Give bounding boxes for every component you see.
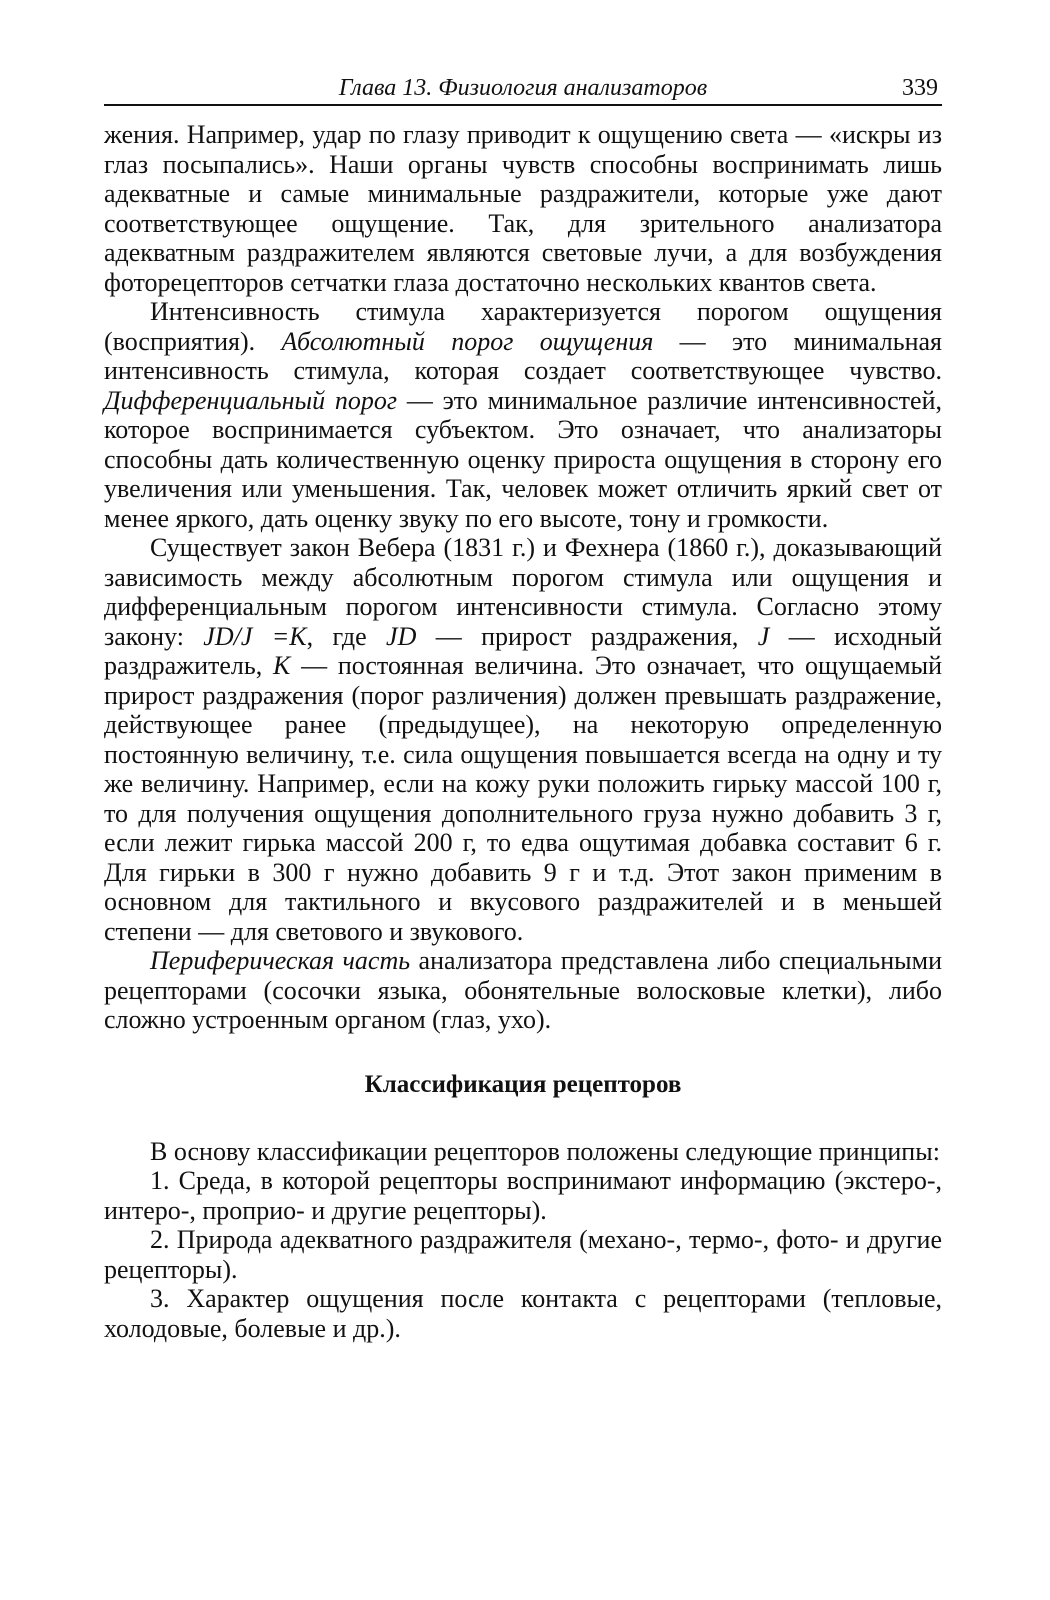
paragraph-3-c: — исходный раздражитель,: [104, 621, 942, 680]
term-absolute-threshold: Абсолютный порог ощущения: [281, 326, 654, 356]
paragraph-2-start: Интенсивность стимула характеризуется порогом ощущения (восприятия).: [104, 297, 942, 356]
term-differential-threshold: Дифференциальный порог: [104, 385, 398, 415]
paragraph-2-middle: — это минимальная интенсивность стимула, которая создает соответствующее чувство.: [104, 326, 942, 385]
book-page: [104, 66, 942, 1343]
list-item: 2. Природа адекватного раздражителя (механо-, термо-, фото- и другие рецепторы).: [104, 1225, 942, 1284]
symbol-j: J: [757, 621, 770, 651]
paragraph-2-end: — это минимальное различие интенсивностей, которое воспринимается субъектом. Это означает, что анализаторы способны дать количественную оценку прироста ощущения в сторону его увеличения или уменьшения. Так, человек может отличить яркий свет от менее яркого, дать оценку звуку по его высоте, тону и громкости.: [104, 385, 942, 533]
section-heading: Классификация рецепторов: [364, 1070, 682, 1098]
symbol-jd: JD: [386, 621, 417, 651]
term-peripheral-part: Периферическая часть: [150, 946, 411, 975]
paragraph-3-end: — постоянная величина. Это означает, что ощущаемый прирост раздражения (порог различения) должен превышать раздражение, действующее ранее (предыдущее), на некоторую определенную постоянную величину, т.е. сила ощущения повышается всегда на одну и ту же величину. Например, если на кожу руки положить гирьку массой 100 г, то для получения ощущения дополнительного груза нужно добавить 3 г, если лежит гирька массой 200 г, то едва ощутимая добавка составит 6 г. Для гирьки в 300 г нужно добавить 9 г и т.д. Этот закон применим в основном для тактильного и вкусового раздражителей и в меньшей степени — для светового и звукового.: [104, 651, 942, 946]
paragraph-3-a: , где: [306, 621, 387, 651]
paragraph-1-text: жения. Например, удар по глазу приводит к ощущению света — «искры из глаз посыпались». Наши органы чувств способны воспринимать лишь адекватные и самые минимальные раздражители, которые уже дают соответствующее ощущение. Так, для зрительного анализатора адекватным раздражителем являются световые лучи, а для возбуждения фоторецепторов сетчатки глаза достаточно нескольких квантов света.: [104, 120, 942, 297]
paragraph-4: [104, 946, 942, 1035]
paragraph-1: [104, 120, 942, 297]
list-item: 1. Среда, в которой рецепторы воспринимают информацию (экстеро-, интеро-, проприо- и другие рецепторы).: [104, 1166, 942, 1225]
weber-formula: JD/J =K: [203, 621, 307, 651]
list-item: 3. Характер ощущения после контакта с рецепторами (тепловые, холодовые, болевые и др.).: [104, 1284, 942, 1343]
paragraph-4-end: анализатора представлена либо специальными рецепторами (сосочки языка, обонятельные волосковые клетки), либо сложно устроенным органом (глаз, ухо).: [104, 946, 943, 1034]
paragraph-3-b: — прирост раздражения,: [416, 621, 758, 651]
page-number: 339: [902, 75, 938, 101]
chapter-title: Глава 13. Физиология анализаторов: [338, 75, 708, 101]
paragraph-2: [104, 297, 942, 533]
section-intro: В основу классификации рецепторов положены следующие принципы:: [150, 1136, 940, 1166]
paragraph-3-start: Существует закон Вебера (1831 г.) и Фехнера (1860 г.), доказывающий зависимость между абсолютным порогом стимула или ощущения и дифференциальным порогом интенсивности стимула. Согласно этому закону:: [104, 533, 942, 651]
paragraph-3: [104, 533, 942, 946]
body-text: [104, 120, 942, 1343]
symbol-k: K: [272, 651, 291, 680]
running-header: [104, 66, 942, 106]
